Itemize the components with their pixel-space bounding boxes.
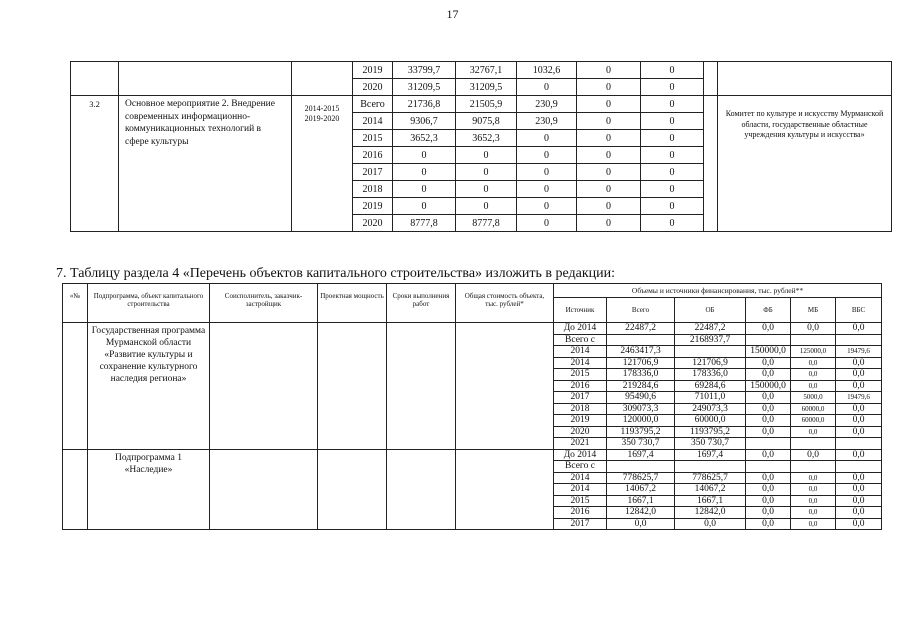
table-cell <box>675 346 746 358</box>
table-cell: 0 <box>577 113 641 130</box>
table-cell: 0 <box>577 130 641 147</box>
header-source-column: МБ <box>791 298 836 323</box>
table-cell: 0 <box>517 130 577 147</box>
table-cell <box>292 62 353 96</box>
table-cell: 31209,5 <box>393 79 456 96</box>
table-cell: 0 <box>641 113 704 130</box>
table-cell <box>791 438 836 450</box>
table-cell: 0,0 <box>746 507 791 519</box>
table-cell: 0,0 <box>791 357 836 369</box>
header-executor: Соисполнитель, заказчик-застройщик <box>210 284 318 323</box>
table-cell: 1032,6 <box>517 62 577 79</box>
table-cell: 0 <box>517 79 577 96</box>
table-cell: 0,0 <box>791 369 836 381</box>
table-cell <box>836 334 882 346</box>
table-cell: 2020 <box>554 426 607 438</box>
table-cell: 178336,0 <box>607 369 675 381</box>
table-cell: 0,0 <box>791 472 836 484</box>
table-cell: 22487,2 <box>607 323 675 335</box>
table-cell: 12842,0 <box>675 507 746 519</box>
table-cell: 2020 <box>353 215 393 232</box>
table-cell: 2463417,3 <box>607 346 675 358</box>
table-cell: 2015 <box>353 130 393 147</box>
table-cell: 0 <box>641 181 704 198</box>
table-cell: 0 <box>456 164 517 181</box>
table-cell: 0,0 <box>836 495 882 507</box>
table-cell: 0,0 <box>746 392 791 404</box>
header-object: Подпрограмма, объект капитального строительства <box>88 284 210 323</box>
table-cell <box>456 449 554 530</box>
table-cell: 2014 <box>554 357 607 369</box>
table-cell: 33799,7 <box>393 62 456 79</box>
table-cell <box>607 461 675 473</box>
capital-construction-table <box>62 283 882 530</box>
table-cell <box>675 461 746 473</box>
table-row <box>63 323 882 335</box>
table-cell: 0,0 <box>746 369 791 381</box>
table-cell: 2017 <box>353 164 393 181</box>
table-cell: 0 <box>577 181 641 198</box>
table-cell: 12842,0 <box>607 507 675 519</box>
table-cell: 95490,6 <box>607 392 675 404</box>
table-cell: 0,0 <box>836 357 882 369</box>
header-source-column: Источник <box>554 298 607 323</box>
table-cell: 2014 <box>554 484 607 496</box>
table-cell: 2019 <box>353 62 393 79</box>
table-cell <box>210 323 318 450</box>
table-cell: 3652,3 <box>393 130 456 147</box>
table-cell: 0 <box>393 164 456 181</box>
table-cell: 0,0 <box>791 323 836 335</box>
table-cell: Всего с <box>554 461 607 473</box>
table-header-row <box>63 284 882 298</box>
table-cell: 2014 <box>353 113 393 130</box>
table-cell: 0 <box>641 79 704 96</box>
table-cell: 0 <box>577 62 641 79</box>
table-cell: 2019 <box>554 415 607 427</box>
table-cell <box>791 461 836 473</box>
table-cell: 2016 <box>554 507 607 519</box>
table-cell: 0,0 <box>746 357 791 369</box>
table-cell: 0 <box>517 215 577 232</box>
table-cell: 0 <box>517 198 577 215</box>
header-source-column: ФБ <box>746 298 791 323</box>
table-cell <box>119 62 292 96</box>
table-row <box>71 96 892 113</box>
table-row <box>71 62 892 79</box>
program-label: Подпрограмма 1 «Наследие» <box>88 449 210 530</box>
table-cell: 8777,8 <box>393 215 456 232</box>
table-cell: Основное мероприятие 2. Внедрение современных информационно-коммуникационных технологий в сфере культуры <box>119 96 292 232</box>
table-cell: 2015 <box>554 495 607 507</box>
table-cell: 21505,9 <box>456 96 517 113</box>
table-cell: 0,0 <box>791 507 836 519</box>
table-cell: 120000,0 <box>607 415 675 427</box>
funding-table-continued <box>70 61 892 232</box>
table-cell: 0,0 <box>746 472 791 484</box>
table-cell: 150000,0 <box>746 346 791 358</box>
table-cell: Комитет по культуре и искусству Мурманской области, государственные областные учреждения культуры и искусства» <box>718 96 892 232</box>
table-cell: 0 <box>577 147 641 164</box>
table-cell: 60000,0 <box>791 403 836 415</box>
table-cell <box>456 323 554 450</box>
table-cell: 2019 <box>353 198 393 215</box>
table-cell: 0 <box>517 147 577 164</box>
table-cell: 2018 <box>353 181 393 198</box>
table-cell: 778625,7 <box>607 472 675 484</box>
table-cell: 5000,0 <box>791 392 836 404</box>
table-cell <box>71 62 119 96</box>
table-cell <box>63 323 88 450</box>
table-cell: 0,0 <box>791 495 836 507</box>
table-cell <box>387 323 456 450</box>
period-cell <box>292 96 353 232</box>
table-cell <box>836 438 882 450</box>
table-cell: 121706,9 <box>675 357 746 369</box>
table-cell: 2016 <box>353 147 393 164</box>
header-financing: Объемы и источники финансирования, тыс. рублей** <box>554 284 882 298</box>
table-cell: 778625,7 <box>675 472 746 484</box>
table-cell: 19479,6 <box>836 346 882 358</box>
header-cost: Общая стоимость объекта, тыс. рублей* <box>456 284 554 323</box>
table-cell: Всего с <box>554 334 607 346</box>
table-cell <box>746 438 791 450</box>
table-cell: 0 <box>641 215 704 232</box>
table-cell: 2021 <box>554 438 607 450</box>
table-cell: 249073,3 <box>675 403 746 415</box>
table-cell: 0,0 <box>746 518 791 530</box>
table-cell <box>387 449 456 530</box>
section-heading: 7. Таблицу раздела 4 «Перечень объектов капитального строительства» изложить в редакции: <box>56 266 616 281</box>
table-cell: 0,0 <box>836 403 882 415</box>
table-cell: 19479,6 <box>836 392 882 404</box>
table-cell: 31209,5 <box>456 79 517 96</box>
table-cell: 14067,2 <box>675 484 746 496</box>
table-cell: 2015 <box>554 369 607 381</box>
table-cell: 0 <box>456 181 517 198</box>
table-cell: 178336,0 <box>675 369 746 381</box>
table-cell <box>746 461 791 473</box>
table-cell: 0,0 <box>791 380 836 392</box>
table-cell: 350 730,7 <box>675 438 746 450</box>
table-cell: 0 <box>456 198 517 215</box>
table-row <box>63 449 882 461</box>
table-cell: 2014 <box>554 346 607 358</box>
table-cell: 0,0 <box>836 415 882 427</box>
table-cell: 9075,8 <box>456 113 517 130</box>
table-cell: 0,0 <box>836 472 882 484</box>
table-cell: 230,9 <box>517 96 577 113</box>
table-cell <box>704 96 718 232</box>
program-label: Государственная программа Мурманской области «Развитие культуры и сохранение культурного наследия региона» <box>88 323 210 450</box>
table-cell: 230,9 <box>517 113 577 130</box>
table-cell: 71011,0 <box>675 392 746 404</box>
table-cell: 0 <box>641 164 704 181</box>
table-cell: 2017 <box>554 518 607 530</box>
table-cell: 0 <box>641 198 704 215</box>
table-cell <box>318 323 387 450</box>
table-cell: 350 730,7 <box>607 438 675 450</box>
table-cell: 0 <box>517 164 577 181</box>
table-cell: 3652,3 <box>456 130 517 147</box>
table-cell: 0,0 <box>836 449 882 461</box>
table-cell: 0 <box>641 96 704 113</box>
table-cell: 121706,9 <box>607 357 675 369</box>
table-cell: 2014 <box>554 472 607 484</box>
table-cell: 21736,8 <box>393 96 456 113</box>
table-cell: 2016 <box>554 380 607 392</box>
table-cell: 0 <box>577 215 641 232</box>
table-cell: 9306,7 <box>393 113 456 130</box>
table-cell: 32767,1 <box>456 62 517 79</box>
header-terms: Сроки выполнения работ <box>387 284 456 323</box>
table-cell: 2018 <box>554 403 607 415</box>
table-cell <box>746 334 791 346</box>
table-cell: 0,0 <box>836 369 882 381</box>
table-cell: 0,0 <box>836 380 882 392</box>
table-cell: 0,0 <box>836 507 882 519</box>
table-cell: 0,0 <box>607 518 675 530</box>
table-cell: 2168937,7 <box>675 334 746 346</box>
table-cell: 1193795,2 <box>675 426 746 438</box>
table-cell: 1697,4 <box>607 449 675 461</box>
table-cell: 0,0 <box>746 484 791 496</box>
table-cell: 22487,2 <box>675 323 746 335</box>
table-cell: 0 <box>577 96 641 113</box>
table-cell: 0 <box>393 147 456 164</box>
table-cell: 125000,0 <box>791 346 836 358</box>
table-cell: 69284,6 <box>675 380 746 392</box>
period-1: 2014-2015 <box>304 104 340 113</box>
table-cell: 14067,2 <box>607 484 675 496</box>
table-cell: 0 <box>456 147 517 164</box>
header-capacity: Проектная мощность <box>318 284 387 323</box>
table-cell: 2017 <box>554 392 607 404</box>
page-number: 17 <box>446 7 459 21</box>
table-cell: 0 <box>517 181 577 198</box>
table-cell: 0,0 <box>746 403 791 415</box>
table-cell: 0 <box>393 198 456 215</box>
table-cell: 0 <box>577 79 641 96</box>
table-cell: 0,0 <box>746 495 791 507</box>
table-cell: 60000,0 <box>675 415 746 427</box>
table-cell: 1667,1 <box>607 495 675 507</box>
table-cell: 0,0 <box>791 426 836 438</box>
table-cell: 0,0 <box>746 415 791 427</box>
table-cell: 0,0 <box>836 323 882 335</box>
table-cell: 150000,0 <box>746 380 791 392</box>
table-cell: 0,0 <box>791 518 836 530</box>
table-cell: 0,0 <box>675 518 746 530</box>
table-cell: 0 <box>641 147 704 164</box>
table-cell: 1667,1 <box>675 495 746 507</box>
table-cell: 0 <box>577 198 641 215</box>
table-cell: 60000,0 <box>791 415 836 427</box>
table-cell: 0,0 <box>836 426 882 438</box>
table-cell: 0,0 <box>746 323 791 335</box>
table-cell: 0,0 <box>791 484 836 496</box>
table-cell: До 2014 <box>554 449 607 461</box>
header-source-column: ОБ <box>675 298 746 323</box>
table-cell: 0,0 <box>746 426 791 438</box>
table-cell <box>704 62 718 96</box>
table-cell <box>607 334 675 346</box>
table-cell: 0 <box>393 181 456 198</box>
table-cell: 3.2 <box>71 96 119 232</box>
table-cell: 0,0 <box>746 449 791 461</box>
table-cell: 2020 <box>353 79 393 96</box>
table-cell: 1193795,2 <box>607 426 675 438</box>
table-cell <box>318 449 387 530</box>
header-source-column: ВБС <box>836 298 882 323</box>
table-cell <box>791 334 836 346</box>
header-no: «№ <box>63 284 88 323</box>
period-2: 2019-2020 <box>304 113 340 123</box>
table-cell: 1697,4 <box>675 449 746 461</box>
header-source-column: Всего <box>607 298 675 323</box>
table-cell: Всего <box>353 96 393 113</box>
table-cell <box>210 449 318 530</box>
table-cell: 309073,3 <box>607 403 675 415</box>
table-cell: 0 <box>641 62 704 79</box>
table-cell <box>63 449 88 530</box>
table-cell <box>836 461 882 473</box>
table-cell: 0,0 <box>836 484 882 496</box>
table-cell: 0 <box>577 164 641 181</box>
table-cell: 0 <box>641 130 704 147</box>
table-cell <box>718 62 892 96</box>
table-cell: 0,0 <box>836 518 882 530</box>
table-cell: 219284,6 <box>607 380 675 392</box>
table-cell: 8777,8 <box>456 215 517 232</box>
table-cell: 0,0 <box>791 449 836 461</box>
table-cell: До 2014 <box>554 323 607 335</box>
